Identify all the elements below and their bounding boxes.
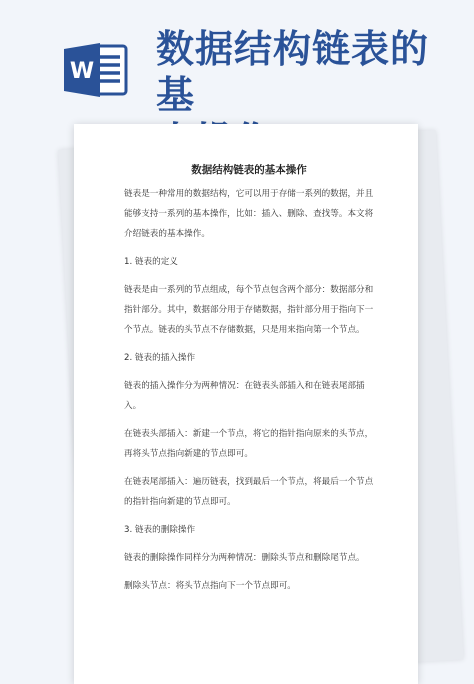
paragraph-delete-head: 删除头节点：将头节点指向下一个节点即可。: [124, 581, 296, 591]
document-title: 数据结构链表的基本操作: [191, 164, 307, 176]
headline-line-1: 数据结构链表的基: [156, 27, 430, 117]
paragraph-insert-head: 在链表头部插入：新建一个节点，将它的指针指向原来的头节点，再将头节点指向新建的节点即可。: [124, 429, 374, 459]
document-sheet: [74, 124, 418, 684]
heading-delete: 3. 链表的删除操作: [124, 525, 196, 535]
heading-definition: 1. 链表的定义: [124, 257, 178, 267]
paragraph-intro: 链表是一种常用的数据结构，它可以用于存储一系列的数据，并且能够支持一系列的基本操作，比如：插入、删除、查找等。本文将介绍链表的基本操作。: [124, 189, 374, 239]
document-body: [124, 160, 374, 604]
paragraph-delete-overview: 链表的删除操作同样分为两种情况：删除头节点和删除尾节点。: [124, 553, 365, 563]
paragraph-insert-tail: 在链表尾部插入：遍历链表，找到最后一个节点，将最后一个节点的指针指向新建的节点即可。: [124, 477, 374, 507]
heading-insert: 2. 链表的插入操作: [124, 353, 196, 363]
paragraph-insert-overview: 链表的插入操作分为两种情况：在链表头部插入和在链表尾部插入。: [124, 381, 365, 411]
word-icon: [62, 40, 130, 100]
paragraph-definition: 链表是由一系列的节点组成，每个节点包含两个部分：数据部分和指针部分。其中，数据部分用于存储数据，指针部分用于指向下一个节点。链表的头节点不存储数据，只是用来指向第一个节点。: [124, 285, 374, 335]
word-logo-letter: W: [69, 59, 95, 84]
